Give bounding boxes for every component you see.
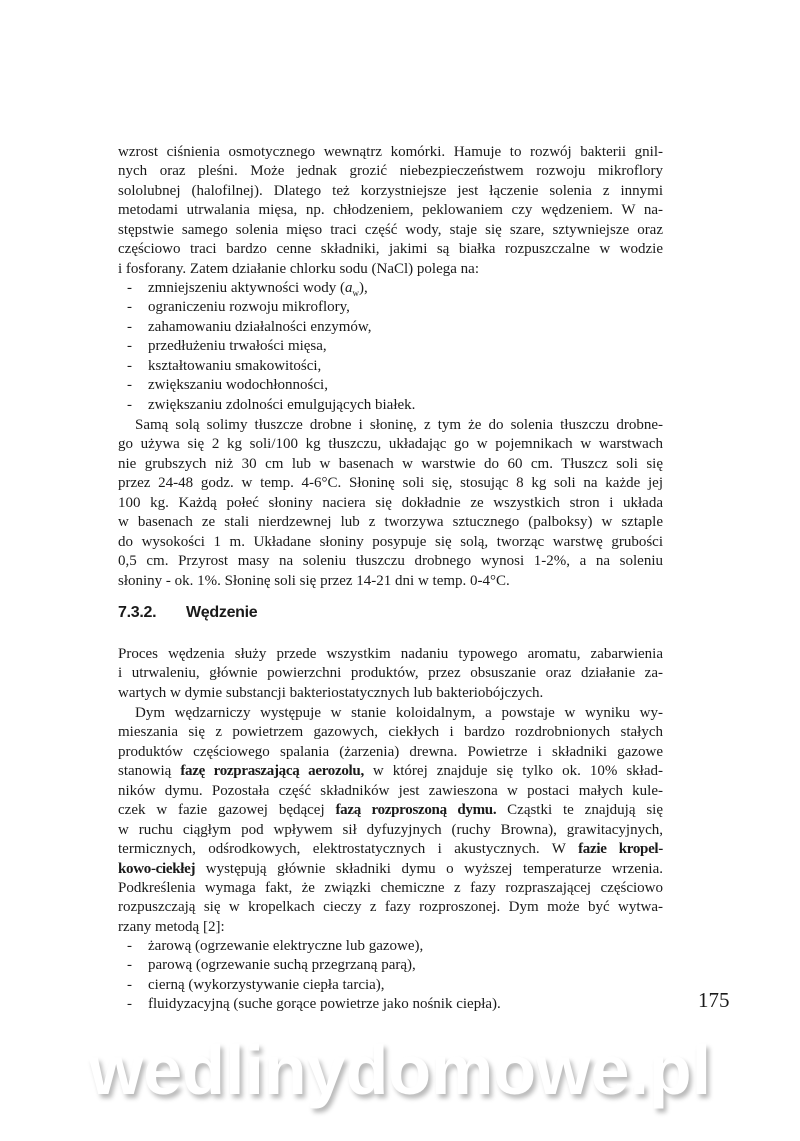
text-line <box>118 898 663 917</box>
text-line <box>118 260 663 279</box>
text-segment: kształtowaniu smakowitości, <box>148 357 322 374</box>
text-segment: przedłużeniu trwałości mięsa, <box>148 338 327 355</box>
watermark: wedlinydomowe.pl <box>88 1031 712 1109</box>
paragraph-smoke-colloid <box>118 704 663 937</box>
list-dash: - <box>127 957 132 974</box>
list-item <box>118 396 663 415</box>
page-number: 175 <box>698 988 730 1012</box>
section-number: 7.3.2. <box>118 604 157 621</box>
text-line <box>118 704 663 723</box>
text-segment: zwiększaniu zdolności emulgujących białek. <box>148 396 416 413</box>
text-segment: występują głównie składniki dymu o wyższej temperaturze wrzenia. <box>195 860 663 877</box>
text-segment: 0,5 cm. Przyrost masy na soleniu tłuszczu drobnego wynosi 1-2%, a na soleniu <box>118 553 663 570</box>
text-segment: Cząstki te znajdują się <box>496 802 664 819</box>
text-segment: ników dymu. Pozostała część składników jest zawieszona w postaci małych kule- <box>118 782 663 799</box>
text-segment: zmniejszeniu aktywności wody ( <box>148 280 346 296</box>
paragraph-smoking-purpose <box>118 645 663 703</box>
text-line <box>118 723 663 742</box>
text-segment: Dym wędzarniczy występuje w stanie koloidalnym, a powstaje w wyniku wy- <box>135 705 663 721</box>
text-segment: Podkreślenia wymaga fakt, że związki chemiczne z fazy rozpraszającej częściowo <box>118 879 663 896</box>
text-segment: nie grubszych niż 30 cm lub w basenach w warstwie do 60 cm. Tłuszcz soli się <box>118 455 663 472</box>
list-item <box>118 357 663 376</box>
bold-term: kowo-ciekłej <box>118 860 196 877</box>
text-segment: i utrwaleniu, głównie powierzchni produktów, przez obsuszanie oraz działanie za- <box>118 665 663 682</box>
list-dash: - <box>127 996 132 1013</box>
text-segment: do wysokości 1 m. Układane słoniny posypuje się solą, tworząc warstwę grubości <box>118 533 663 550</box>
text-segment: fluidyzacyjną (suche gorące powietrze jako nośnik ciepła). <box>148 996 501 1013</box>
list-item <box>118 956 663 975</box>
text-line <box>118 821 663 840</box>
list-item <box>118 337 663 356</box>
text-segment: Proces wędzenia służy przede wszystkim nadaniu typowego aromatu, zabarwienia <box>118 646 663 662</box>
list-dash: - <box>127 976 132 993</box>
text-line <box>118 860 663 879</box>
text-segment: a <box>345 280 353 296</box>
list-item <box>118 976 663 995</box>
text-segment: Samą solą solimy tłuszcze drobne i słoninę, z tym że do solenia tłuszczu drobne- <box>135 417 663 433</box>
text-segment: zahamowaniu działalności enzymów, <box>148 318 372 335</box>
text-line <box>118 801 663 820</box>
text-line <box>118 762 663 781</box>
text-line <box>118 201 663 220</box>
text-line <box>118 240 663 259</box>
text-line <box>118 684 663 703</box>
list-dash: - <box>127 338 132 355</box>
text-segment: cierną (wykorzystywanie ciepła tarcia), <box>148 976 385 993</box>
text-segment: metodami utrwalania mięsa, np. chłodzeniem, peklowaniem czy wędzeniem. W na- <box>118 202 663 219</box>
list-item <box>118 937 663 956</box>
text-segment: produktów częściowego spalania (żarzenia) drewna. Powietrze i składniki gazowe <box>118 743 663 760</box>
text-segment: w basenach ze stali nierdzewnej lub z tworzywa sztucznego (palboksy) w sztaple <box>118 514 663 531</box>
text-segment: ograniczeniu rozwoju mikroflory, <box>148 299 350 316</box>
bold-term: fazie kropel- <box>578 841 663 858</box>
list-item <box>118 298 663 317</box>
list-dash: - <box>127 280 132 296</box>
text-line <box>118 435 663 454</box>
text-segment: wzrost ciśnienia osmotycznego wewnątrz komórki. Hamuje to rozwój bakterii gnil- <box>118 144 663 160</box>
text-line <box>118 162 663 181</box>
text-line <box>118 782 663 801</box>
text-line <box>118 572 663 591</box>
list-item <box>118 318 663 337</box>
bold-term: fazą rozproszoną dymu. <box>335 802 497 819</box>
text-segment: parową (ogrzewanie suchą przegrzaną parą), <box>148 957 416 974</box>
text-line <box>118 533 663 552</box>
paragraph-salting-fat <box>118 416 663 591</box>
text-segment: przez 24-48 godz. w temp. 4-6°C. Słoninę soli się, stosując 8 kg soli na każde jej <box>118 475 663 492</box>
section-title: Wędzenie <box>186 604 258 621</box>
text-segment: i fosforany. Zatem działanie chlorku sodu (NaCl) polega na: <box>118 260 479 277</box>
list-item <box>118 279 663 298</box>
text-segment: w <box>352 288 360 298</box>
text-segment: stępstwie samego solenia mięso traci część wody, staje się szare, sztywniejsze oraz <box>118 221 663 238</box>
text-segment: sololubnej (halofilnej). Dlatego też korzystniejsze jest łączenie solenia z innymi <box>118 182 663 199</box>
text-line <box>118 455 663 474</box>
text-line <box>118 918 663 937</box>
text-segment: 100 kg. Każdą połeć słoniny naciera się dokładnie ze wszystkich stron i układa <box>118 494 663 511</box>
text-segment: go używa się 2 kg soli/100 kg tłuszczu, układając go w pojemnikach w warstwach <box>118 436 663 453</box>
text-segment: czek w fazie gazowej będącej <box>118 802 336 819</box>
text-line <box>118 221 663 240</box>
text-segment: zwiększaniu wodochłonności, <box>148 377 328 394</box>
text-segment: rozpuszczają się w kropelkach cieczy z fazy rozproszonej. Dym może być wytwa- <box>118 899 663 916</box>
section-heading <box>118 604 257 622</box>
text-segment: wartych w dymie substancji bakteriostatycznych lub bakteriobójczych. <box>118 684 544 701</box>
text-line <box>118 494 663 513</box>
text-line <box>118 474 663 493</box>
text-line <box>118 743 663 762</box>
list-dash: - <box>127 396 132 413</box>
text-line <box>118 840 663 859</box>
list-dash: - <box>127 299 132 316</box>
paragraph-osmotic <box>118 143 663 279</box>
text-segment: w której znajduje się tylko ok. 10% skład- <box>363 763 663 780</box>
text-segment: w ruchu ciągłym pod wpływem sił dyfuzyjnych (ruchy Browna), grawitacyjnych, <box>118 821 663 838</box>
list-dash: - <box>127 318 132 335</box>
text-segment: rzany metodą [2]: <box>118 918 225 935</box>
text-line <box>118 879 663 898</box>
list-dash: - <box>127 938 132 954</box>
list-item <box>118 995 663 1014</box>
text-line <box>118 664 663 683</box>
text-line <box>118 513 663 532</box>
list-dash: - <box>127 377 132 394</box>
text-segment: ), <box>359 280 368 296</box>
text-segment: częściowo traci bardzo cenne składniki, jakimi są białka rozpuszczalne w wodzie <box>118 241 663 258</box>
text-line <box>118 416 663 435</box>
text-line <box>118 143 663 162</box>
text-segment: termicznych, odśrodkowych, elektrostatycznych i akustycznych. W <box>118 841 579 858</box>
text-segment: słoniny - ok. 1%. Słoninę soli się przez 14-21 dni w temp. 0-4°C. <box>118 572 510 589</box>
text-line <box>118 182 663 201</box>
text-line <box>118 645 663 664</box>
list-smoke-methods <box>118 937 663 1015</box>
bold-term: fazę rozpraszającą aerozolu, <box>180 763 364 780</box>
text-segment: stanowią <box>118 763 181 780</box>
text-segment: żarową (ogrzewanie elektryczne lub gazowe), <box>148 938 424 954</box>
list-item <box>118 376 663 395</box>
text-segment: mieszania się z powietrzem gazowych, ciekłych i bardzo rozdrobnionych stałych <box>118 724 663 741</box>
text-line <box>118 552 663 571</box>
text-segment: nych oraz pleśni. Może jednak grozić niebezpieczeństwem rozwoju mikroflory <box>118 163 663 180</box>
list-nacl-effects <box>118 279 663 415</box>
list-dash: - <box>127 357 132 374</box>
